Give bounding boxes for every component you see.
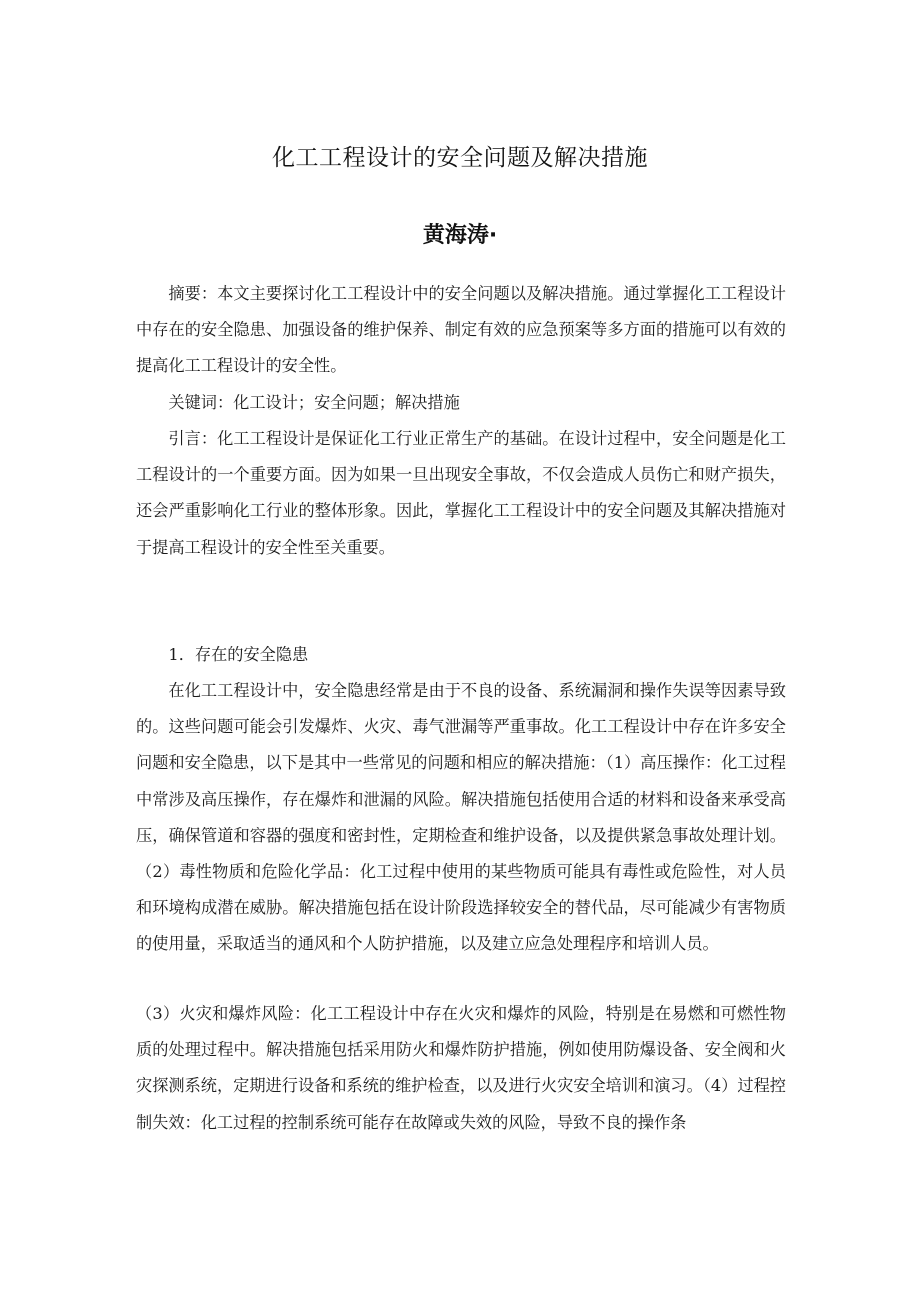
- document-title: 化工工程设计的安全问题及解决措施: [272, 145, 648, 171]
- abstract-paragraph: 摘要：本文主要探讨化工工程设计中的安全问题以及解决措施。通过掌握化工工程设计中存在的安全隐患、加强设备的维护保养、制定有效的应急预案等多方面的措施可以有效的提高化工工程设计的安全性。: [136, 284, 786, 376]
- author-name: 黄海涛·: [422, 223, 498, 248]
- keywords-line: 关键词：化工设计；安全问题；解决措施: [168, 393, 460, 412]
- section-paragraph: （3）火灾和爆炸风险：化工工程设计中存在火灾和爆炸的风险，特别是在易燃和可燃性物质的处理过程中。解决措施包括采用防火和爆炸防护措施，例如使用防爆设备、安全阀和火灾探测系统，定期进行设备和系统的维护检查，以及进行火灾安全培训和演习。（4）过程控制失效：化工过程的控制系统可能存在故障或失效的风险，导致不良的操作条: [136, 1004, 786, 1132]
- section-paragraph: 在化工工程设计中，安全隐患经常是由于不良的设备、系统漏洞和操作失误等因素导致的。这些问题可能会引发爆炸、火灾、毒气泄漏等严重事故。化工工程设计中存在许多安全问题和安全隐患，以下是其中一些常见的问题和相应的解决措施：（1）高压操作：化工过程中常涉及高压操作，存在爆炸和泄漏的风险。解决措施包括使用合适的材料和设备来承受高压，确保管道和容器的强度和密封性，定期检查和维护设备，以及提供紧急事故处理计划。（2）毒性物质和危险化学品：化工过程中使用的某些物质可能具有毒性或危险性，对人员和环境构成潜在威胁。解决措施包括在设计阶段选择较安全的替代品，尽可能减少有害物质的使用量，采取适当的通风和个人防护措施，以及建立应急处理程序和培训人员。: [136, 681, 786, 954]
- introduction-paragraph: 引言：化工工程设计是保证化工行业正常生产的基础。在设计过程中，安全问题是化工工程设计的一个重要方面。因为如果一旦出现安全事故，不仅会造成人员伤亡和财产损失，还会严重影响化工行业的整体形象。因此，掌握化工工程设计中的安全问题及其解决措施对于提高工程设计的安全性至关重要。: [136, 429, 786, 557]
- section-heading: 1．存在的安全隐患: [168, 645, 309, 664]
